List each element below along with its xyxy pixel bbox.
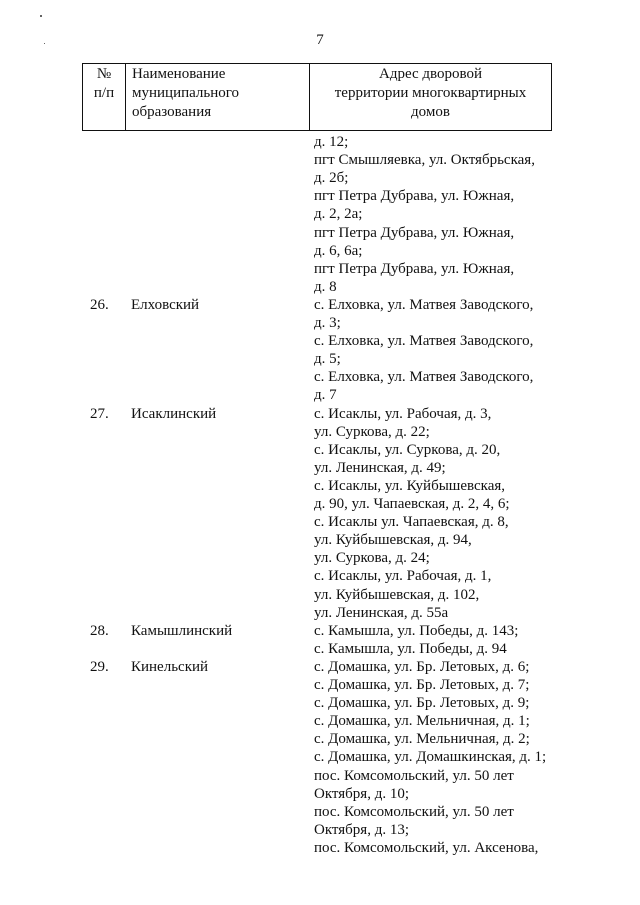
address-line: пгт Петра Дубрава, ул. Южная, [314,188,515,205]
address-line: пос. Комсомольский, ул. Аксенова, [314,839,539,856]
row-number: 26. [90,296,109,313]
municipality-name: Елховский [131,296,200,313]
address-line: с. Елховка, ул. Матвея Заводского, [314,369,534,386]
address-line: ул. Ленинская, д. 55а [314,604,449,621]
municipality-name: Кинельский [131,658,209,675]
address-line: пос. Комсомольский, ул. 50 лет [314,803,514,820]
address-line: д. 8 [314,278,337,295]
address-line: с. Домашка, ул. Бр. Летовых, д. 9; [314,695,530,712]
address-line: ул. Куйбышевская, д. 102, [314,586,480,603]
municipality-name: Исаклинский [131,405,217,422]
address-line: пгт Петра Дубрава, ул. Южная, [314,224,515,241]
row-number: 28. [90,622,109,639]
address-line: с. Домашка, ул. Бр. Летовых, д. 7; [314,677,530,693]
address-line: с. Домашка, ул. Бр. Летовых, д. 6; [314,658,530,675]
address-line: с. Исаклы ул. Чапаевская, д. 8, [314,514,509,531]
address-line: с. Исаклы, ул. Куйбышевская, [314,477,506,494]
address-line: Октября, д. 10; [314,785,410,802]
address-line: Октября, д. 13; [314,821,410,838]
address-line: д. 90, ул. Чапаевская, д. 2, 4, 6; [314,496,510,512]
address-line: с. Елховка, ул. Матвея Заводского, [314,333,534,350]
address-line: с. Исаклы, ул. Рабочая, д. 3, [314,405,492,422]
header-name-column [126,64,310,130]
address-line: пгт Петра Дубрава, ул. Южная, [314,260,515,277]
address-line: пгт Смышляевка, ул. Октябрьская, [314,152,535,169]
header-number-column [83,64,126,130]
address-line: д. 3; [314,315,341,331]
row-number: 29. [90,658,109,675]
address-line: ул. Куйбышевская, д. 94, [314,532,472,549]
address-line: ул. Ленинская, д. 49; [314,459,446,476]
address-line: с. Домашка, ул. Мельничная, д. 2; [314,731,530,748]
header-address-column [310,64,551,130]
address-line: д. 2б; [314,170,349,187]
address-line: ул. Суркова, д. 22; [314,423,430,440]
header-name-label: Наименование муниципального образования [132,66,240,120]
address-line: с. Камышла, ул. Победы, д. 94 [314,640,507,657]
address-line: с. Камышла, ул. Победы, д. 143; [314,622,519,639]
address-line: д. 6, 6а; [314,242,363,259]
page-number: 7 [316,32,324,48]
header-number-label: № п/п [93,66,115,101]
address-line: д. 2, 2а; [314,206,363,223]
address-line: с. Исаклы, ул. Суркова, д. 20, [314,441,501,458]
table-header [82,63,552,131]
address-line: д. 12; [314,134,349,150]
address-line: с. Елховка, ул. Матвея Заводского, [314,296,534,313]
address-line: с. Домашка, ул. Мельничная, д. 1; [314,713,530,730]
header-address-label: Адрес дворовой территории многоквартирных домов [334,66,527,120]
row-number: 27. [90,405,109,422]
address-line: д. 7 [314,387,337,404]
address-line: ул. Суркова, д. 24; [314,550,430,567]
scan-speck [40,15,42,17]
municipality-name: Камышлинский [131,622,233,639]
address-line: д. 5; [314,351,341,368]
address-line: с. Домашка, ул. Домашкинская, д. 1; [314,749,547,766]
address-line: с. Исаклы, ул. Рабочая, д. 1, [314,568,492,585]
address-line: пос. Комсомольский, ул. 50 лет [314,767,514,784]
